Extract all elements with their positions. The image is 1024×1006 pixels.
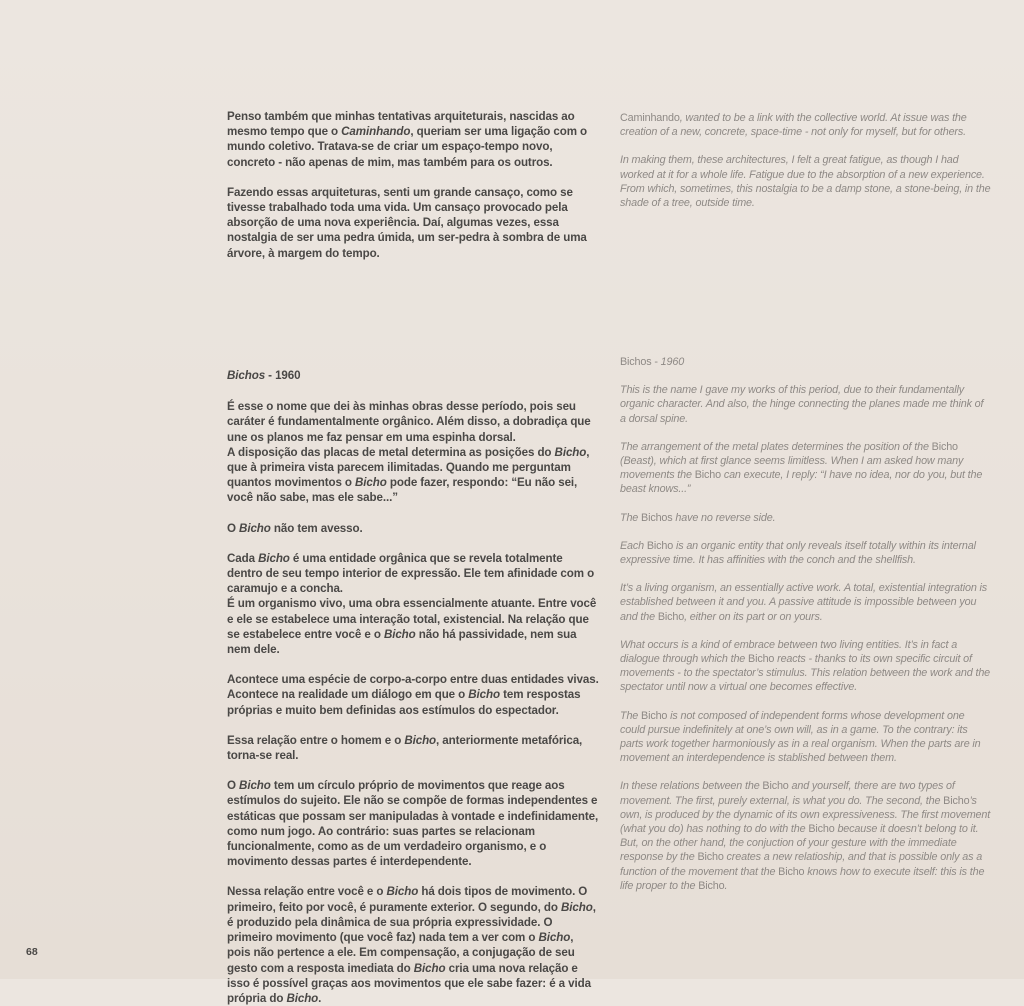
- text-run: pode fazer, respondo: “Eu não sei, você não sabe, mas ele sabe...”: [227, 476, 578, 505]
- text-run-italic: Bicho: [239, 521, 271, 535]
- text-run: It’s a living organism, an essentially active work. A total, existential integration is established between it and you. A passive attitude is impossible between you and the: [620, 582, 988, 623]
- paragraph: [227, 733, 599, 763]
- paragraph: [227, 884, 599, 1006]
- text-run: Cada: [227, 551, 259, 565]
- text-run: This is the name I gave my works of this period, due to their fundamentally organic character. And also, the hinge connecting the planes made me think of a dorsal spine.: [620, 384, 984, 425]
- text-run: (Beast), which at first glance seems limitless. When I am asked how many movements the: [620, 455, 964, 482]
- paragraph: [620, 111, 992, 139]
- text-run-upright: Bicho: [762, 780, 789, 793]
- text-run: é uma entidade orgânica que se revela totalmente dentro de seu tempo interior de expressão. Ele tem afinidade com o caramujo e a concha. É um organismo vivo, uma obra essencialmente atuante. Entre você e ele se estabelece uma interação total, existencial. Na relação que se estabelece entre você e o: [227, 551, 597, 641]
- paragraph: [620, 779, 992, 893]
- paragraph: [620, 511, 992, 525]
- paragraph: [620, 539, 992, 567]
- text-run: knows how to execute itself: this is the life proper to the: [620, 865, 985, 892]
- heading-year: - 1960: [265, 369, 301, 382]
- text-run: .: [724, 879, 728, 892]
- text-run-upright: Bicho: [646, 539, 674, 552]
- text-run: Each: [620, 539, 647, 552]
- text-run: have no reverse side.: [672, 511, 776, 524]
- page-number: 68: [26, 946, 38, 958]
- paragraph: [227, 551, 599, 657]
- text-run: O: [227, 779, 240, 793]
- text-run-italic: Caminhando: [341, 125, 411, 139]
- text-run-upright: Bicho: [943, 794, 970, 807]
- text-run: Nessa relação entre você e o: [227, 885, 387, 899]
- text-run-italic: Bicho: [386, 885, 419, 899]
- paragraph: [227, 521, 599, 536]
- text-run-italic: Bicho: [554, 445, 587, 459]
- top-text-english: [620, 111, 992, 210]
- text-run-italic: Bicho: [560, 900, 593, 914]
- text-run: The: [620, 511, 642, 524]
- text-run: É esse o nome que dei às minhas obras desse período, pois seu caráter é fundamentalmente orgânico. Além disso, a dobradiça que une os planos me faz pensar em uma espinha dorsal. A disposição das placas de metal determina as posições do: [227, 400, 591, 459]
- text-run: não há passividade, nem sua nem dele.: [227, 627, 577, 657]
- bichos-text-english: [620, 355, 992, 893]
- paragraph: [227, 778, 599, 869]
- text-run: O: [227, 521, 240, 535]
- section-heading: [620, 355, 992, 369]
- text-run: , anteriormente metafórica, torna-se real.: [227, 733, 583, 763]
- heading-title: Bichos -: [620, 356, 661, 368]
- paragraph: [620, 638, 992, 695]
- section-heading: [227, 368, 599, 383]
- bichos-text-portuguese: [227, 368, 599, 1006]
- paragraph: [620, 383, 992, 426]
- text-run: , wanted to be a link with the collective world. At issue was the creation of a new, concrete, space-time - not only for myself, but for others.: [620, 112, 967, 139]
- text-run: tem um círculo próprio de movimentos que reage aos estímulos do sujeito. Ele não se compõe de formas independentes e estáticas que possam ser manipuladas à vontade e indefinidamente, como num jogo. Ao contrário: suas partes se relacionam funcionalmente, como as de um verdadeiro organismo, e o movimento dessas partes é interdependente.: [227, 779, 599, 869]
- text-run-italic: Bicho: [538, 931, 571, 945]
- text-run: In making them, these architectures, I felt a great fatigue, as though I had worked at it for a whole life. Fatigue due to the absorption of a new experience. From which, sometimes, this nostalgia to be a damp stone, a stone-being, in the shade of a tree, outside time.: [620, 154, 991, 210]
- text-run-upright: Bicho: [657, 610, 685, 623]
- text-run: What occurs is a kind of embrace between two living entities. It’s in fact a dialogue through which the: [620, 638, 958, 666]
- text-run: , queriam ser uma ligação com o mundo coletivo. Tratava-se de criar um espaço-tempo novo, concreto - não apenas de mim, mas também para os outros.: [227, 125, 588, 169]
- text-run-italic: Bicho: [468, 688, 500, 702]
- text-run-upright: Caminhando: [620, 112, 680, 124]
- text-run-italic: Bicho: [286, 991, 319, 1005]
- paragraph: [227, 109, 599, 170]
- paragraph: [227, 185, 599, 261]
- text-run-upright: Bicho: [931, 440, 958, 453]
- text-run-italic: Bicho: [404, 733, 437, 747]
- text-run: .: [318, 991, 322, 1005]
- text-run: há dois tipos de movimento. O primeiro, feito por você, é puramente exterior. O segundo, do: [227, 885, 588, 914]
- text-run: Penso também que minhas tentativas arquiteturais, nascidas ao mesmo tempo que o: [227, 110, 575, 139]
- paragraph: [620, 581, 992, 624]
- text-run: Acontece uma espécie de corpo-a-corpo entre duas entidades vivas. Acontece na realidade um diálogo em que o: [227, 673, 599, 702]
- text-run: , é produzido pela dinâmica de sua própria expressividade. O primeiro movimento (que você faz) nada tem a ver com o: [227, 900, 596, 945]
- text-run: ’s own, is produced by the dynamic of its own expressiveness. The first movement (what you do) has nothing to do with the: [620, 794, 991, 836]
- text-run: In these relations between the: [620, 780, 763, 793]
- paragraph: [620, 153, 992, 210]
- text-run-upright: Bicho: [697, 851, 724, 864]
- text-run: , either on its part or on yours.: [684, 610, 823, 623]
- paragraph: [620, 440, 992, 497]
- text-run-upright: Bicho: [778, 865, 805, 878]
- text-run: não tem avesso.: [270, 521, 363, 535]
- text-run-upright: Bicho: [694, 469, 721, 482]
- text-run: is not composed of independent forms whose development one could pursue indefinitely at one’s own will, as in a game. To the contrary: its parts work together harmoniously as in a real organism. When the parts are in movement an interdependence is stablished between them.: [620, 709, 981, 765]
- text-run: is an organic entity that only reveals itself totally within its internal expressive time. It has affinities with the conch and the shellfish.: [620, 539, 976, 567]
- paragraph: [227, 399, 599, 505]
- text-run-upright: Bicho: [748, 653, 775, 666]
- text-run: and yourself, there are two types of movement. The first, purely external, is what you do. The second, the: [620, 780, 955, 807]
- text-run-italic: Bicho: [355, 476, 387, 490]
- text-run: creates a new relatioship, and that is possible only as a function of the movement that the: [620, 851, 983, 878]
- text-run-italic: Bicho: [413, 961, 446, 975]
- heading-title: Bichos: [227, 369, 266, 382]
- text-run-upright: Bicho: [808, 823, 835, 836]
- text-run: cria uma nova relação e isso é possível graças aos movimentos que ele sabe fazer: é a vida própria do: [227, 961, 591, 1005]
- paragraph: [227, 672, 599, 718]
- text-run: The: [620, 709, 642, 722]
- heading-year: 1960: [660, 356, 685, 368]
- text-run: Essa relação entre o homem e o: [227, 733, 405, 747]
- text-run: Fazendo essas arquiteturas, senti um grande cansaço, como se tivesse trabalhado toda uma vida. Um cansaço provocado pela absorção de uma nova experiência. Daí, algumas vezes, essa nostalgia de ser uma pedra úmida, um ser-pedra à sombra de uma árvore, à margem do tempo.: [227, 185, 587, 260]
- text-run: because it doesn’t belong to it. But, on the other hand, the conjuction of your gesture with the immediate response by the: [620, 823, 979, 864]
- paragraph: [620, 709, 992, 766]
- text-run: The arrangement of the metal plates determines the position of the: [620, 440, 932, 453]
- text-run-italic: Bicho: [239, 779, 271, 793]
- text-run-italic: Bicho: [383, 627, 416, 641]
- text-run: , pois não pertence a ele. Em compensação, a conjugação de seu gesto com a resposta imediata do: [227, 931, 575, 975]
- top-text-portuguese: [227, 109, 599, 261]
- text-run-upright: Bicho: [698, 879, 725, 892]
- text-run-upright: Bicho: [641, 709, 668, 722]
- text-run: reacts - thanks to its own specific circuit of movements - to the spectator’s stimulus. This relation between the work and the spectator until now a virtual one becomes effective.: [620, 653, 991, 694]
- text-run: can execute, I reply: “I have no idea, nor do you, but the beast knows...”: [620, 469, 983, 496]
- text-run: tem respostas próprias e muito bem definidas aos estímulos do espectador.: [227, 688, 581, 717]
- text-run: , que à primeira vista parecem ilimitadas. Quando me perguntam quantos movimentos o: [227, 445, 590, 490]
- text-run-upright: Bichos: [641, 511, 673, 524]
- text-run-italic: Bicho: [258, 551, 290, 565]
